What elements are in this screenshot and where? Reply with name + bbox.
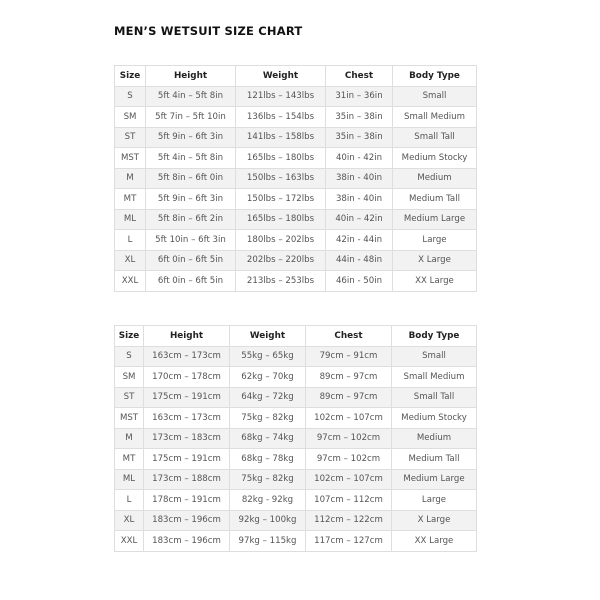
cell-size: MT xyxy=(115,449,144,470)
cell-chest: 97cm – 102cm xyxy=(306,428,392,449)
table-row xyxy=(115,271,477,292)
cell-chest: 112cm – 122cm xyxy=(306,510,392,531)
cell-size: M xyxy=(115,168,146,189)
cell-height: 173cm – 183cm xyxy=(144,428,230,449)
cell-size: L xyxy=(115,490,144,511)
cell-size: M xyxy=(115,428,144,449)
cell-weight: 180lbs – 202lbs xyxy=(236,230,326,251)
table-row xyxy=(115,346,477,367)
cell-size: S xyxy=(115,86,146,107)
cell-height: 5ft 8in – 6ft 2in xyxy=(146,209,236,230)
cell-chest: 40in - 42in xyxy=(326,148,393,169)
table-row xyxy=(115,469,477,490)
cell-size: ML xyxy=(115,209,146,230)
cell-height: 163cm – 173cm xyxy=(144,346,230,367)
cell-weight: 62kg – 70kg xyxy=(230,367,306,388)
cell-weight: 92kg – 100kg xyxy=(230,510,306,531)
cell-height: 5ft 9in – 6ft 3in xyxy=(146,127,236,148)
cell-weight: 64kg – 72kg xyxy=(230,387,306,408)
table-row xyxy=(115,127,477,148)
cell-weight: 141lbs – 158lbs xyxy=(236,127,326,148)
cell-weight: 82kg - 92kg xyxy=(230,490,306,511)
table-header-row xyxy=(115,66,477,87)
cell-weight: 75kg – 82kg xyxy=(230,408,306,429)
cell-weight: 150lbs – 172lbs xyxy=(236,189,326,210)
cell-body-type: Medium Tall xyxy=(393,189,477,210)
column-header-size: Size xyxy=(115,66,146,87)
table-row xyxy=(115,107,477,128)
cell-chest: 102cm – 107cm xyxy=(306,469,392,490)
table-row xyxy=(115,168,477,189)
cell-body-type: Medium Stocky xyxy=(392,408,477,429)
cell-height: 183cm – 196cm xyxy=(144,531,230,552)
cell-body-type: Medium Tall xyxy=(392,449,477,470)
cell-body-type: X Large xyxy=(392,510,477,531)
cell-height: 178cm – 191cm xyxy=(144,490,230,511)
cell-weight: 97kg – 115kg xyxy=(230,531,306,552)
table-row xyxy=(115,449,477,470)
cell-chest: 38in - 40in xyxy=(326,168,393,189)
cell-height: 6ft 0in – 6ft 5in xyxy=(146,271,236,292)
cell-body-type: Small xyxy=(393,86,477,107)
cell-height: 170cm – 178cm xyxy=(144,367,230,388)
cell-size: XL xyxy=(115,250,146,271)
cell-size: ST xyxy=(115,387,144,408)
cell-chest: 35in – 38in xyxy=(326,127,393,148)
cell-body-type: Small xyxy=(392,346,477,367)
cell-weight: 213lbs – 253lbs xyxy=(236,271,326,292)
cell-height: 183cm – 196cm xyxy=(144,510,230,531)
cell-size: MST xyxy=(115,148,146,169)
cell-size: ML xyxy=(115,469,144,490)
cell-chest: 38in - 40in xyxy=(326,189,393,210)
cell-size: XL xyxy=(115,510,144,531)
cell-chest: 42in - 44in xyxy=(326,230,393,251)
cell-chest: 107cm – 112cm xyxy=(306,490,392,511)
cell-body-type: Medium xyxy=(393,168,477,189)
table-row xyxy=(115,148,477,169)
table-row xyxy=(115,428,477,449)
cell-body-type: Large xyxy=(393,230,477,251)
cell-size: SM xyxy=(115,107,146,128)
table-row xyxy=(115,250,477,271)
cell-weight: 55kg – 65kg xyxy=(230,346,306,367)
cell-height: 5ft 9in – 6ft 3in xyxy=(146,189,236,210)
cell-weight: 68kg – 74kg xyxy=(230,428,306,449)
cell-body-type: XX Large xyxy=(392,531,477,552)
cell-size: S xyxy=(115,346,144,367)
cell-height: 163cm – 173cm xyxy=(144,408,230,429)
cell-body-type: Medium xyxy=(392,428,477,449)
column-header-height: Height xyxy=(144,326,230,347)
cell-chest: 44in - 48in xyxy=(326,250,393,271)
column-header-weight: Weight xyxy=(230,326,306,347)
table-row xyxy=(115,387,477,408)
cell-size: MST xyxy=(115,408,144,429)
column-header-body-type: Body Type xyxy=(393,66,477,87)
cell-size: SM xyxy=(115,367,144,388)
column-header-weight: Weight xyxy=(236,66,326,87)
cell-body-type: Medium Stocky xyxy=(393,148,477,169)
cell-chest: 31in – 36in xyxy=(326,86,393,107)
cell-size: ST xyxy=(115,127,146,148)
cell-chest: 89cm – 97cm xyxy=(306,367,392,388)
table-row xyxy=(115,189,477,210)
cell-chest: 117cm – 127cm xyxy=(306,531,392,552)
table-row xyxy=(115,510,477,531)
cell-body-type: Small Medium xyxy=(393,107,477,128)
cell-body-type: Small Medium xyxy=(392,367,477,388)
cell-size: XXL xyxy=(115,271,146,292)
cell-height: 5ft 7in – 5ft 10in xyxy=(146,107,236,128)
cell-weight: 165lbs – 180lbs xyxy=(236,148,326,169)
cell-height: 5ft 4in – 5ft 8in xyxy=(146,86,236,107)
cell-size: L xyxy=(115,230,146,251)
cell-chest: 35in – 38in xyxy=(326,107,393,128)
cell-height: 175cm – 191cm xyxy=(144,387,230,408)
cell-height: 5ft 8in – 6ft 0in xyxy=(146,168,236,189)
cell-weight: 68kg – 78kg xyxy=(230,449,306,470)
cell-weight: 165lbs – 180lbs xyxy=(236,209,326,230)
cell-weight: 75kg – 82kg xyxy=(230,469,306,490)
cell-body-type: XX Large xyxy=(393,271,477,292)
cell-weight: 202lbs – 220lbs xyxy=(236,250,326,271)
cell-height: 173cm – 188cm xyxy=(144,469,230,490)
cell-body-type: Small Tall xyxy=(392,387,477,408)
imperial-size-table xyxy=(114,65,477,292)
cell-size: MT xyxy=(115,189,146,210)
column-header-body-type: Body Type xyxy=(392,326,477,347)
cell-chest: 46in - 50in xyxy=(326,271,393,292)
cell-body-type: Small Tall xyxy=(393,127,477,148)
cell-chest: 97cm – 102cm xyxy=(306,449,392,470)
column-header-chest: Chest xyxy=(326,66,393,87)
cell-chest: 89cm – 97cm xyxy=(306,387,392,408)
page-title: MEN’S WETSUIT SIZE CHART xyxy=(114,24,303,38)
metric-size-table xyxy=(114,325,477,552)
table-row xyxy=(115,86,477,107)
column-header-size: Size xyxy=(115,326,144,347)
cell-weight: 121lbs – 143lbs xyxy=(236,86,326,107)
cell-size: XXL xyxy=(115,531,144,552)
table-row xyxy=(115,408,477,429)
table-row xyxy=(115,490,477,511)
table-row xyxy=(115,209,477,230)
cell-body-type: Medium Large xyxy=(392,469,477,490)
table-header-row xyxy=(115,326,477,347)
cell-body-type: X Large xyxy=(393,250,477,271)
cell-chest: 102cm – 107cm xyxy=(306,408,392,429)
table-row xyxy=(115,230,477,251)
cell-height: 6ft 0in – 6ft 5in xyxy=(146,250,236,271)
column-header-chest: Chest xyxy=(306,326,392,347)
cell-weight: 136lbs – 154lbs xyxy=(236,107,326,128)
cell-body-type: Large xyxy=(392,490,477,511)
column-header-height: Height xyxy=(146,66,236,87)
cell-weight: 150lbs – 163lbs xyxy=(236,168,326,189)
cell-height: 5ft 10in – 6ft 3in xyxy=(146,230,236,251)
cell-height: 5ft 4in – 5ft 8in xyxy=(146,148,236,169)
cell-chest: 79cm – 91cm xyxy=(306,346,392,367)
table-row xyxy=(115,531,477,552)
cell-body-type: Medium Large xyxy=(393,209,477,230)
cell-height: 175cm – 191cm xyxy=(144,449,230,470)
cell-chest: 40in – 42in xyxy=(326,209,393,230)
table-row xyxy=(115,367,477,388)
